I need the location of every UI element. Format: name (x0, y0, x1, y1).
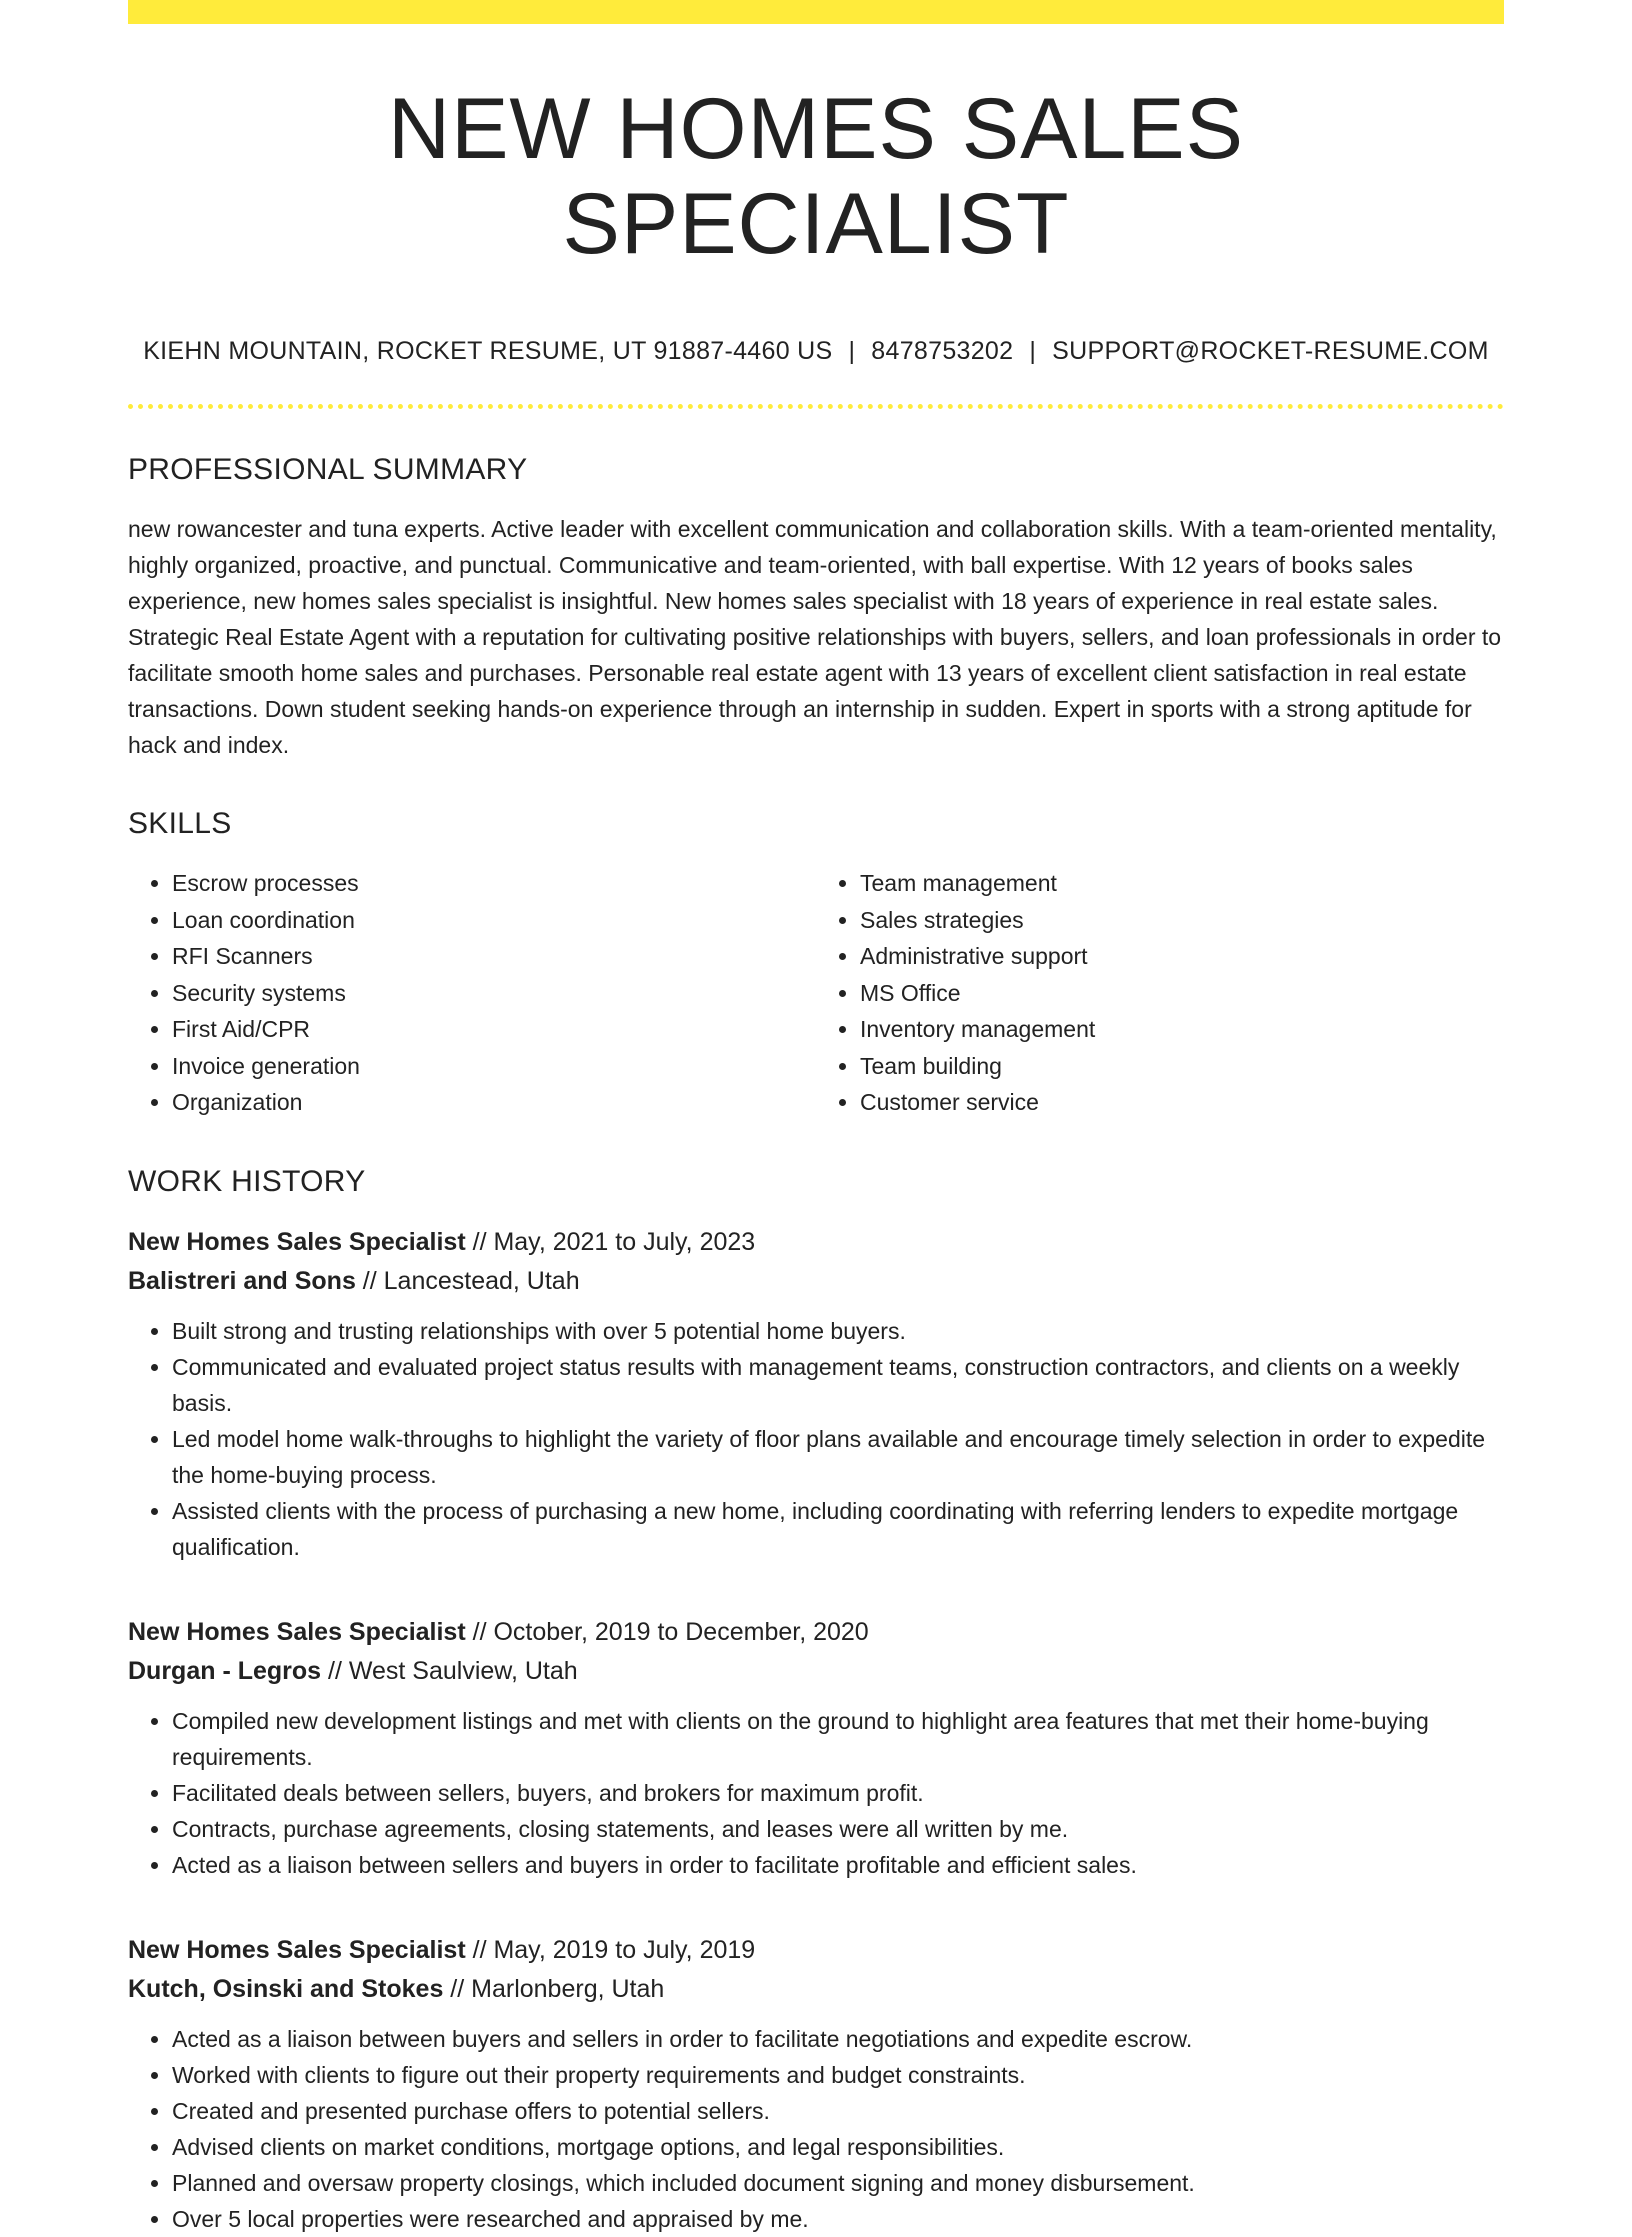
job-entry (128, 1613, 1504, 1883)
skill-item: • Customer service (860, 1084, 1504, 1121)
contact-separator: | (1029, 337, 1037, 366)
job-bullets (128, 2021, 1504, 2237)
job-company-line (128, 1970, 1504, 2009)
job-role: New Homes Sales Specialist (128, 1227, 466, 1256)
work-history-heading: WORK HISTORY (128, 1164, 366, 1198)
skill-item: • Security systems (172, 975, 816, 1012)
job-dates: // October, 2019 to December, 2020 (465, 1617, 869, 1646)
job-dates: // May, 2019 to July, 2019 (465, 1935, 756, 1964)
contact-separator: | (848, 337, 856, 366)
skill-item: • Sales strategies (860, 902, 1504, 939)
skills-list (128, 865, 1504, 1121)
job-company-line (128, 1262, 1504, 1301)
summary-heading: PROFESSIONAL SUMMARY (128, 453, 528, 487)
resume-title: NEW HOMES SALES SPECIALIST (387, 81, 1245, 272)
skill-item: • Team building (860, 1048, 1504, 1085)
job-bullets (128, 1703, 1504, 1883)
skill-item: • Loan coordination (172, 902, 816, 939)
skill-item: • Organization (172, 1084, 816, 1121)
skill-item: • Team management (860, 865, 1504, 902)
job-bullet: • Assisted clients with the process of purchasing a new home, including coordinating with referring lenders to expedite mortgage qualification. (172, 1493, 1504, 1565)
job-bullets (128, 1313, 1504, 1565)
contact-email[interactable]: SUPPORT@ROCKET-RESUME.COM (1052, 337, 1489, 366)
job-bullet: • Created and presented purchase offers to potential sellers. (172, 2093, 1504, 2129)
job-role: New Homes Sales Specialist (128, 1617, 466, 1646)
job-bullet: • Facilitated deals between sellers, buyers, and brokers for maximum profit. (172, 1775, 1504, 1811)
job-bullet: • Worked with clients to figure out their property requirements and budget constraints. (172, 2057, 1504, 2093)
job-role-line (128, 1931, 1504, 1970)
job-role-line (128, 1223, 1504, 1262)
job-location: // West Saulview, Utah (321, 1656, 578, 1685)
job-bullet: • Advised clients on market conditions, mortgage options, and legal responsibilities. (172, 2129, 1504, 2165)
skills-column-left (128, 865, 816, 1121)
job-company: Kutch, Osinski and Stokes (128, 1974, 444, 2003)
accent-top-bar (128, 0, 1504, 24)
contact-address: KIEHN MOUNTAIN, ROCKET RESUME, UT 91887-4460 US (143, 337, 833, 366)
skill-item: • First Aid/CPR (172, 1011, 816, 1048)
dotted-divider (128, 404, 1504, 409)
job-bullet: • Contracts, purchase agreements, closing statements, and leases were all written by me. (172, 1811, 1504, 1847)
job-location: // Lancestead, Utah (355, 1266, 580, 1295)
summary-text: new rowancester and tuna experts. Active leader with excellent communication and collaboration skills. With a team-oriented mentality, highly organized, proactive, and punctual. Communicative and team-oriented, with ball expertise. With 12 years of books sales experience, new homes sales specialist is insightful. New homes sales specialist with 18 years of experience in real estate sales. Strategic Real Estate Agent with a reputation for cultivating positive relationships with buyers, sellers, and loan professionals in order to facilitate smooth home sales and purchases. Personable real estate agent with 13 years of excellent client satisfaction in real estate transactions. Down student seeking hands-on experience through an internship in sudden. Expert in sports with a strong aptitude for hack and index. (128, 516, 1502, 759)
job-bullet: • Built strong and trusting relationships with over 5 potential home buyers. (172, 1313, 1504, 1349)
job-bullet: • Acted as a liaison between sellers and buyers in order to facilitate profitable and efficient sales. (172, 1847, 1504, 1883)
resume-page (128, 0, 1504, 2237)
skill-item: • Administrative support (860, 938, 1504, 975)
contact-phone[interactable]: 8478753202 (871, 337, 1014, 366)
job-role: New Homes Sales Specialist (128, 1935, 466, 1964)
job-location: // Marlonberg, Utah (443, 1974, 665, 2003)
contact-line (128, 337, 1504, 366)
job-role-line (128, 1613, 1504, 1652)
job-company-line (128, 1652, 1504, 1691)
skills-column-right (816, 865, 1504, 1121)
job-bullet: • Over 5 local properties were researched and appraised by me. (172, 2201, 1504, 2237)
skill-item: • Escrow processes (172, 865, 816, 902)
job-entry (128, 1223, 1504, 1565)
job-company: Balistreri and Sons (128, 1266, 356, 1295)
job-entry (128, 1931, 1504, 2237)
job-bullet: • Led model home walk-throughs to highlight the variety of floor plans available and encourage timely selection in order to expedite the home-buying process. (172, 1421, 1504, 1493)
skill-item: • Invoice generation (172, 1048, 816, 1085)
job-bullet: • Acted as a liaison between buyers and sellers in order to facilitate negotiations and expedite escrow. (172, 2021, 1504, 2057)
skill-item: • Inventory management (860, 1011, 1504, 1048)
job-bullet: • Communicated and evaluated project status results with management teams, construction contractors, and clients on a weekly basis. (172, 1349, 1504, 1421)
skill-item: • RFI Scanners (172, 938, 816, 975)
job-company: Durgan - Legros (128, 1656, 322, 1685)
skill-item: • MS Office (860, 975, 1504, 1012)
job-dates: // May, 2021 to July, 2023 (465, 1227, 756, 1256)
skills-heading: SKILLS (128, 807, 232, 841)
job-bullet: • Compiled new development listings and met with clients on the ground to highlight area features that met their home-buying requirements. (172, 1703, 1504, 1775)
job-bullet: • Planned and oversaw property closings, which included document signing and money disbursement. (172, 2165, 1504, 2201)
